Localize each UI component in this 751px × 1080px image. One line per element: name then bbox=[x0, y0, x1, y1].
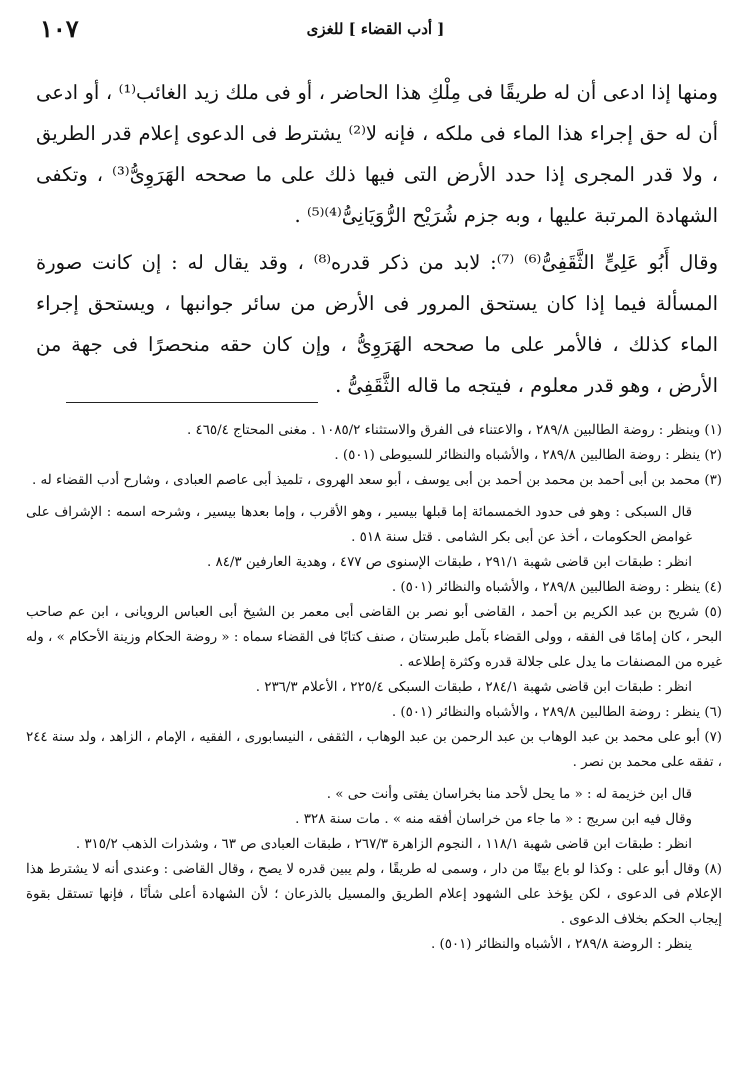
footnote-2: (٢) ينظر : روضة الطالبين ٢٨٩/٨ ، والأشباه والنظائر للسيوطى (٥٠١) . bbox=[334, 448, 722, 463]
footnote-4: (٤) ينظر : روضة الطالبين ٢٨٩/٨ ، والأشباه والنظائر (٥٠١) . bbox=[391, 580, 722, 595]
footnote-6: (٦) ينظر : روضة الطالبين ٢٨٩/٨ ، والأشباه والنظائر (٥٠١) . bbox=[391, 705, 722, 720]
footnote-divider bbox=[66, 402, 318, 403]
paragraph-2: وقال أَبُو عَلِىٍّ الثَّقَفِىُّ⁽⁶⁾ ⁽⁷⁾: لابد من ذكر قدره⁽⁸⁾ ، وقد يقال له : إن كانت صورة المسألة فيما إذا كان يستحق المرور فى الأرض من سائر جوانبها ، ويستحق إجراء الماء كذلك ، فالأمر على ما صححه الهَرَوِىُّ ، وإن كان حقه منحصرًا فى جهة من الأرض ، وهو قدر معلوم ، فيتجه ما قاله الثَّقَفِىُّ . bbox=[36, 251, 718, 397]
footnote-7-quote-1: قال ابن خزيمة له : « ما يحل لأحد منا بخراسان يفتى وأنت حى » . bbox=[326, 787, 692, 802]
running-title: [ أدب القضاء ] للغزى bbox=[306, 20, 445, 38]
footnote-3: (٣) محمد بن أبى أحمد بن محمد بن أحمد بن أبى يوسف ، أبو سعد الهروى ، تلميذ أبى عاصم العبادى ، وشارح أدب القضاء له . bbox=[31, 473, 722, 488]
page-header bbox=[28, 14, 723, 48]
footnote-3-comment: قال السبكى : وهو فى حدود الخمسمائة إما قبلها بيسير ، وهو الأقرب ، وإما بعدها بيسير ، وشرحه اسمه : الإشراف على غوامض الحكومات ، أخذ عن أبى بكر الشامى . قتل سنة ٥١٨ . bbox=[26, 505, 692, 545]
footnote-5-refs: انظر : طبقات ابن قاضى شهبة ٢٨٤/١ ، طبقات السبكى ٢٢٥/٤ ، الأعلام ٢٣٦/٣ . bbox=[255, 680, 692, 695]
footnote-7-quote-2: وقال فيه ابن سريج : « ما جاء من خراسان أفقه منه » . مات سنة ٣٢٨ . bbox=[295, 812, 692, 827]
footnote-1: (١) وينظر : روضة الطالبين ٢٨٩/٨ ، والاعتناء فى الفرق والاستثناء ١٠٨٥/٢ . مغنى المحتاج ٤٦٥/٤ . bbox=[187, 423, 722, 438]
paragraph-1: ومنها إذا ادعى أن له طريقًا فى مِلْكِ هذا الحاضر ، أو فى ملك زيد الغائب⁽¹⁾ ، أو ادعى أن له حق إجراء هذا الماء فى ملكه ، فإنه لا⁽²⁾ يشترط فى الدعوى إعلام قدر الطريق ، ولا قدر المجرى إذا حدد الأرض التى فيها ذلك على ما صححه الهَرَوِىُّ⁽³⁾ ، وتكفى الشهادة المرتبة عليها ، وبه جزم شُرَيْح الرُّوَيَانِىُّ⁽⁴⁾⁽⁵⁾ . bbox=[36, 81, 718, 227]
main-text bbox=[36, 72, 718, 406]
footnote-8-refs: ينظر : الروضة ٢٨٩/٨ ، الأشباه والنظائر (٥٠١) . bbox=[430, 937, 692, 952]
footnote-8: (٨) وقال أبو على : وكذا لو باع بيتًا من دار ، وسمى له طريقًا ، ولم يبين قدره لا يصح ، وقال القاضى : وعندى أنه لا يشترط هذا الإعلام فى الدعوى ، لكن يؤخذ على الشهود إعلام الطريق والمسيل بالذرعان ؛ لأن الشهادة أعلى شأنًا ، فإنها تستقل بقوة إيجاب الحكم بخلاف الدعوى . bbox=[26, 862, 722, 927]
footnotes bbox=[26, 418, 722, 957]
page-number: ١٠٧ bbox=[40, 14, 79, 43]
footnote-5: (٥) شريح بن عبد الكريم بن أحمد ، القاضى أبو نصر بن القاضى أبى معمر بن الشيخ أبى العباس الرويانى ، ابن عم صاحب البحر ، كان إمامًا فى الفقه ، وولى القضاء بآمل طبرستان ، صنف كتابًا فى القضاء سماه : « روضة الحكام وزينة الأحكام » ، وله غيره من المصنفات ما يدل على جلالة قدره وكثرة إطلاعه . bbox=[26, 605, 722, 670]
footnote-7-refs: انظر : طبقات ابن قاضى شهبة ١١٨/١ ، النجوم الزاهرة ٢٦٧/٣ ، طبقات العبادى ص ٦٣ ، وشذرات الذهب ٣١٥/٢ . bbox=[75, 837, 692, 852]
footnote-7: (٧) أبو على محمد بن عبد الوهاب بن عبد الرحمن بن عبد الوهاب ، الثقفى ، النيسابورى ، الفقيه ، الإمام ، الزاهد ، ولد سنة ٢٤٤ ، تفقه على محمد بن نصر . bbox=[26, 730, 722, 770]
footnote-3-refs: انظر : طبقات ابن قاضى شهبة ٢٩١/١ ، طبقات الإسنوى ص ٤٧٧ ، وهدية العارفين ٨٤/٣ . bbox=[207, 555, 692, 570]
